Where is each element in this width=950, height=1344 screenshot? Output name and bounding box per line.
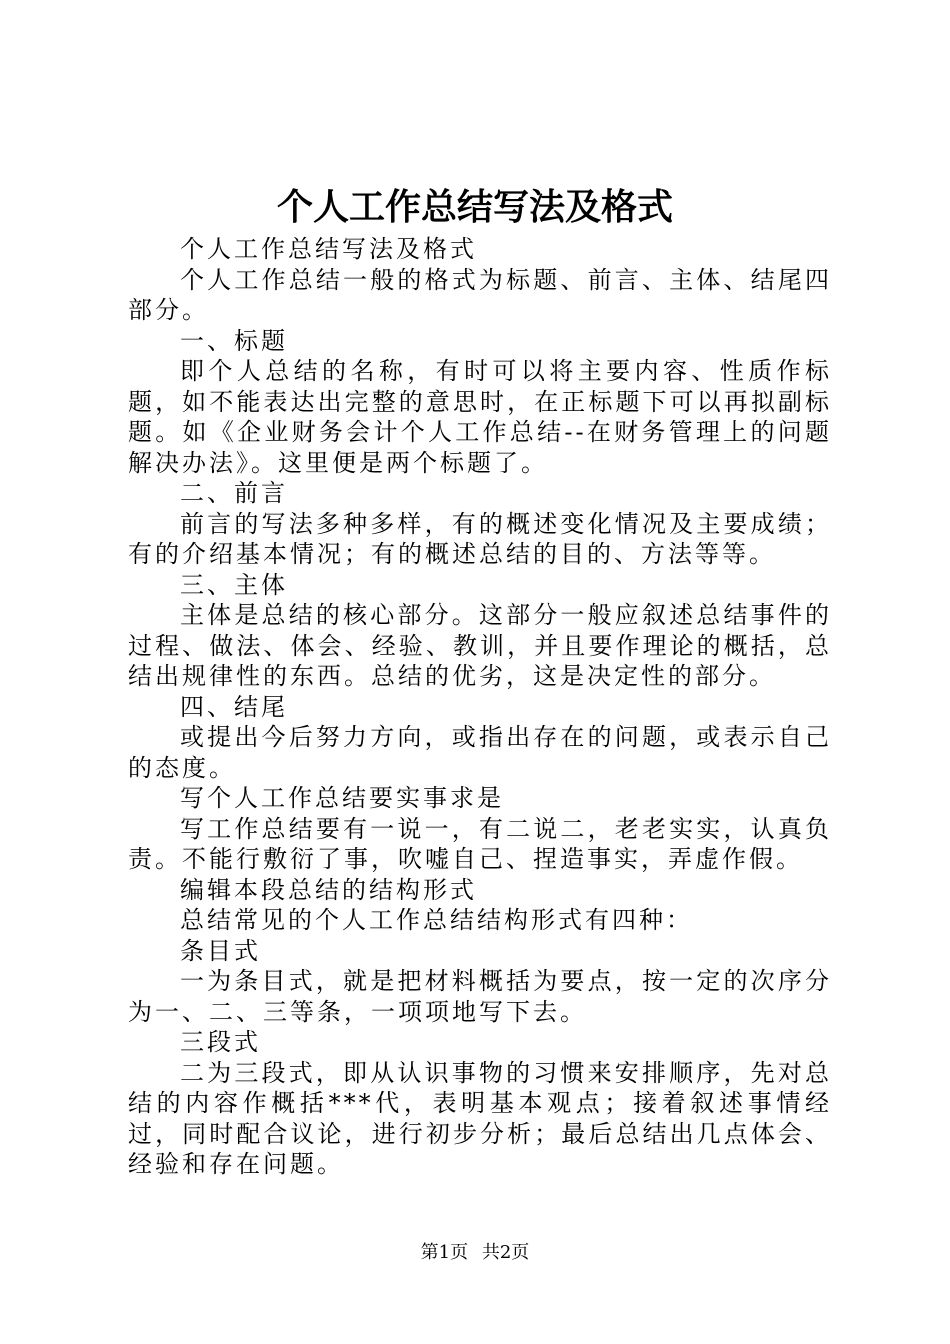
paragraph: 前言的写法多种多样，有的概述变化情况及主要成绩；有的介绍基本情况；有的概述总结的目的、方法等等。 xyxy=(128,509,832,568)
paragraph: 或提出今后努力方向，或指出存在的问题，或表示自己的态度。 xyxy=(128,723,832,782)
section-heading: 写个人工作总结要实事求是 xyxy=(180,784,504,812)
section-heading: 条目式 xyxy=(180,936,261,965)
document-title: 个人工作总结写法及格式 xyxy=(276,186,673,228)
section-heading: 二、前言 xyxy=(180,479,288,507)
paragraph: 主体是总结的核心部分。这部分一般应叙述总结事件的过程、做法、体会、经验、教训，并且要作理论的概括，总结出规律性的东西。总结的优劣，这是决定性的部分。 xyxy=(128,601,832,690)
section-heading: 一、标题 xyxy=(180,326,288,355)
paragraph: 总结常见的个人工作总结结构形式有四种： xyxy=(180,906,693,934)
section-heading: 三、主体 xyxy=(180,570,288,599)
section-heading: 编辑本段总结的结构形式 xyxy=(180,875,477,904)
section-heading: 四、结尾 xyxy=(180,692,288,721)
page-number-total: 共2页 xyxy=(481,1242,530,1263)
page-footer xyxy=(0,1240,950,1266)
paragraph: 一为条目式，就是把材料概括为要点，按一定的次序分为一、二、三等条，一项项地写下去。 xyxy=(128,967,832,1026)
paragraph: 二为三段式，即从认识事物的习惯来安排顺序，先对总结的内容作概括***代，表明基本观点；接着叙述事情经过，同时配合议论，进行初步分析；最后总结出几点体会、经验和存在问题。 xyxy=(128,1058,832,1178)
page-number-current: 第1页 xyxy=(420,1242,469,1263)
paragraph: 个人工作总结一般的格式为标题、前言、主体、结尾四部分。 xyxy=(128,265,832,324)
section-heading: 三段式 xyxy=(180,1028,261,1056)
paragraph: 写工作总结要有一说一，有二说二，老老实实，认真负责。不能行敷衍了事，吹嘘自己、捏造事实，弄虚作假。 xyxy=(128,814,832,873)
paragraph: 个人工作总结写法及格式 xyxy=(180,235,477,263)
document-body xyxy=(128,234,832,1180)
paragraph: 即个人总结的名称，有时可以将主要内容、性质作标题，如不能表达出完整的意思时，在正标题下可以再拟副标题。如《企业财务会计个人工作总结--在财务管理上的问题解决办法》。这里便是两个标题了。 xyxy=(128,357,832,477)
